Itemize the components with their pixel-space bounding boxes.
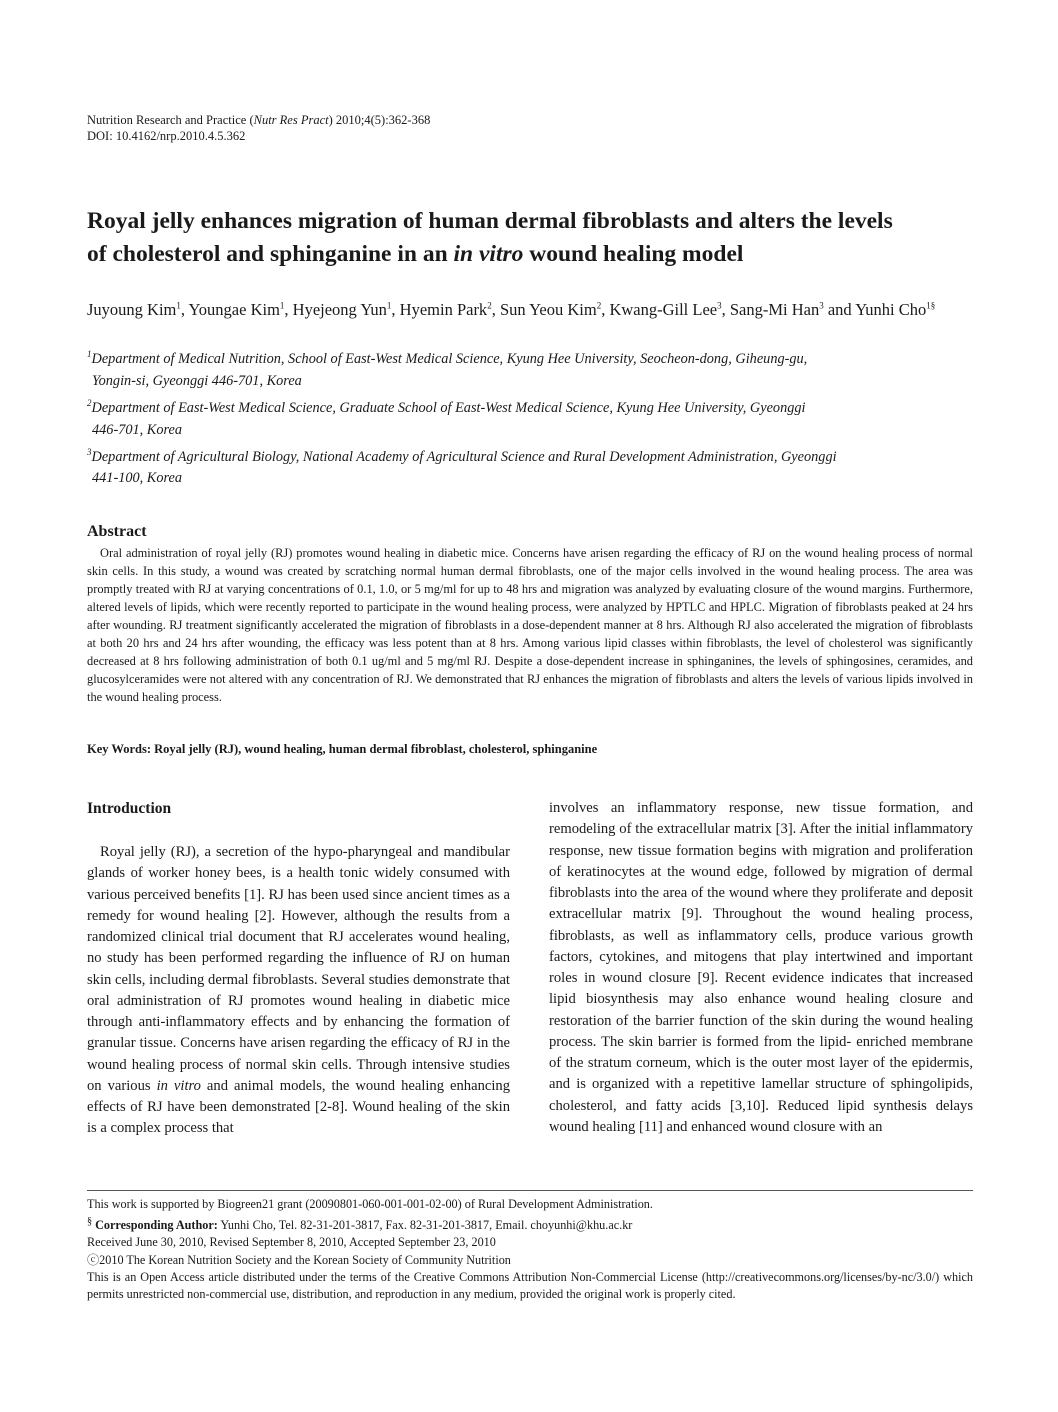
author: Hyejeong Yun$^1$,	[292, 299, 400, 319]
introduction-heading: Introduction	[87, 800, 172, 817]
affiliation: $^1$Department of Medical Nutrition, School of East-West Medical Science, Kyung Hee University, Seocheon-dong, Giheung-gu, Yongin-si, Gyeonggi 446-701, Korea	[87, 349, 808, 389]
author: Kwang-Gill Lee$^3$,	[609, 299, 730, 319]
author: Youngae Kim$^1$,	[188, 299, 293, 319]
license-note: This is an Open Access article distributed under the terms of the Creative Commons Attribution Non-Commercial License (http://creativecommons.org/licenses/by-nc/3.0/) which permits unrestricted non-commercial use, distribution, and reproduction in any medium, provided the original work is properly cited.	[87, 1269, 973, 1302]
journal-header	[87, 112, 687, 144]
dates-note: Received June 30, 2010, Revised September 8, 2010, Accepted September 23, 2010	[87, 1235, 496, 1250]
author: Juyoung Kim$^1$,	[87, 299, 189, 319]
abstract-body: Oral administration of royal jelly (RJ) promotes wound healing in diabetic mice. Concerns have arisen regarding the efficacy of RJ on the wound healing process of normal skin cells. In this study, a wound was created by scratching normal human dermal fibroblasts, one of the major cells involved in the wound healing process. The area was promptly treated with RJ at varying concentrations of 0.1, 1.0, or 5 mg/ml for up to 48 hrs and migration was analyzed by evaluating closure of the wound margins. Furthermore, altered levels of lipids, which were recently reported to participate in the wound healing process, were analyzed by HPTLC and HPLC. Migration of fibroblasts peaked at 24 hrs after wounding. RJ treatment significantly accelerated the migration of fibroblasts in a dose-dependent manner at 8 hrs. Although RJ also accelerated the migration of fibroblasts at both 20 hrs and 24 hrs after wounding, the efficacy was less potent than at 8 hrs. Among various lipid classes within fibroblasts, the level of cholesterol was significantly decreased at 8 hrs following administration of both 0.1 ug/ml and 5 mg/ml RJ. Despite a dose-dependent increase in sphinganines, the levels of sphingosines, ceramides, and glucosylceramides were not altered with any concentration of RJ. We demonstrated that RJ enhances the migration of fibroblasts and alters the levels of various lipids involved in the wound healing process.	[87, 546, 973, 704]
footnotes	[87, 1196, 973, 1303]
affiliation: $^3$Department of Agricultural Biology, National Academy of Agricultural Science and Rural Development Administration, Gyeonggi 441-100, Korea	[87, 446, 837, 487]
journal-citation: Nutrition Research and Practice (Nutr Res Pract) 2010;4(5):362-368	[87, 113, 431, 127]
funding-note: This work is supported by Biogreen21 grant (20090801-060-001-001-02-00) of Rural Development Administration.	[87, 1197, 653, 1211]
author: Sun Yeou Kim$^2$,	[499, 299, 610, 319]
doi: DOI: 10.4162/nrp.2010.4.5.362	[87, 129, 246, 143]
author: Hyemin Park$^2$,	[399, 299, 500, 319]
footnote-divider	[87, 1190, 973, 1191]
author: Yunhi Cho$^{1\S}$	[855, 299, 936, 319]
affiliation: $^2$Department of East-West Medical Science, Graduate School of East-West Medical Science, Kyung Hee University, Gyeonggi 446-701, Korea	[87, 397, 806, 438]
copyright-note: ⓒ2010 The Korean Nutrition Society and the Korean Society of Community Nutrition	[87, 1252, 511, 1267]
affiliations	[87, 343, 977, 489]
abstract-heading: Abstract	[87, 523, 147, 540]
corresponding-author: § Corresponding Author: Yunhi Cho, Tel. 82-31-201-3817, Fax. 82-31-201-3817, Email. choyunhi@khu.ac.kr	[87, 1216, 633, 1233]
author-list	[87, 293, 977, 322]
author: Sang-Mi Han$^3$ and	[729, 299, 856, 319]
introduction-right-column: involves an inflammatory response, new tissue formation, and remodeling of the extracellular matrix [3]. After the initial inflammatory response, new tissue formation begins with migration and proliferation of keratinocytes at the wound edge, followed by migration of dermal fibroblasts into the area of the wound where they proliferate and deposit extracellular matrix [9]. Throughout the wound healing process, fibroblasts, as well as inflammatory cells, produce various growth factors, cytokines, and mitogens that play intertwined and important roles in wound closure [9]. Recent evidence indicates that increased lipid biosynthesis may also enhance wound healing closure and restoration of the barrier function of the skin during the wound healing process. The skin barrier is formed from the lipid- enriched membrane of the stratum corneum, which is the outer most layer of the epidermis, and is organized with a repetitive lamellar structure of sphingolipids, cholesterol, and fatty acids [3,10]. Reduced lipid synthesis delays wound healing [11] and enhanced wound closure with an	[549, 800, 973, 1135]
introduction-left-column: Royal jelly (RJ), a secretion of the hypo-pharyngeal and mandibular glands of worker honey bees, is a health tonic widely consumed with various perceived benefits [1]. RJ has been used since ancient times as a remedy for wound healing [2]. However, although the results from a randomized clinical trial document that RJ accelerates wound healing, no study has been performed regarding the influence of RJ on human skin cells, including dermal fibroblasts. Several studies demonstrate that oral administration of RJ promotes wound healing in diabetic mice through anti-inflammatory effects and by enhancing the formation of granular tissue. Concerns have arisen regarding the efficacy of RJ in the wound healing process of normal skin cells. Through intensive studies on various in vitro and animal models, the wound healing enhancing effects of RJ have been demonstrated [2-8]. Wound healing of the skin is a complex process that	[87, 844, 510, 1137]
article-title: Royal jelly enhances migration of human dermal fibroblasts and alters the levels of cholesterol and sphinganine in an in vitro wound healing model	[87, 208, 893, 267]
keywords: Key Words: Royal jelly (RJ), wound healing, human dermal fibroblast, cholesterol, sphinganine	[87, 742, 598, 756]
